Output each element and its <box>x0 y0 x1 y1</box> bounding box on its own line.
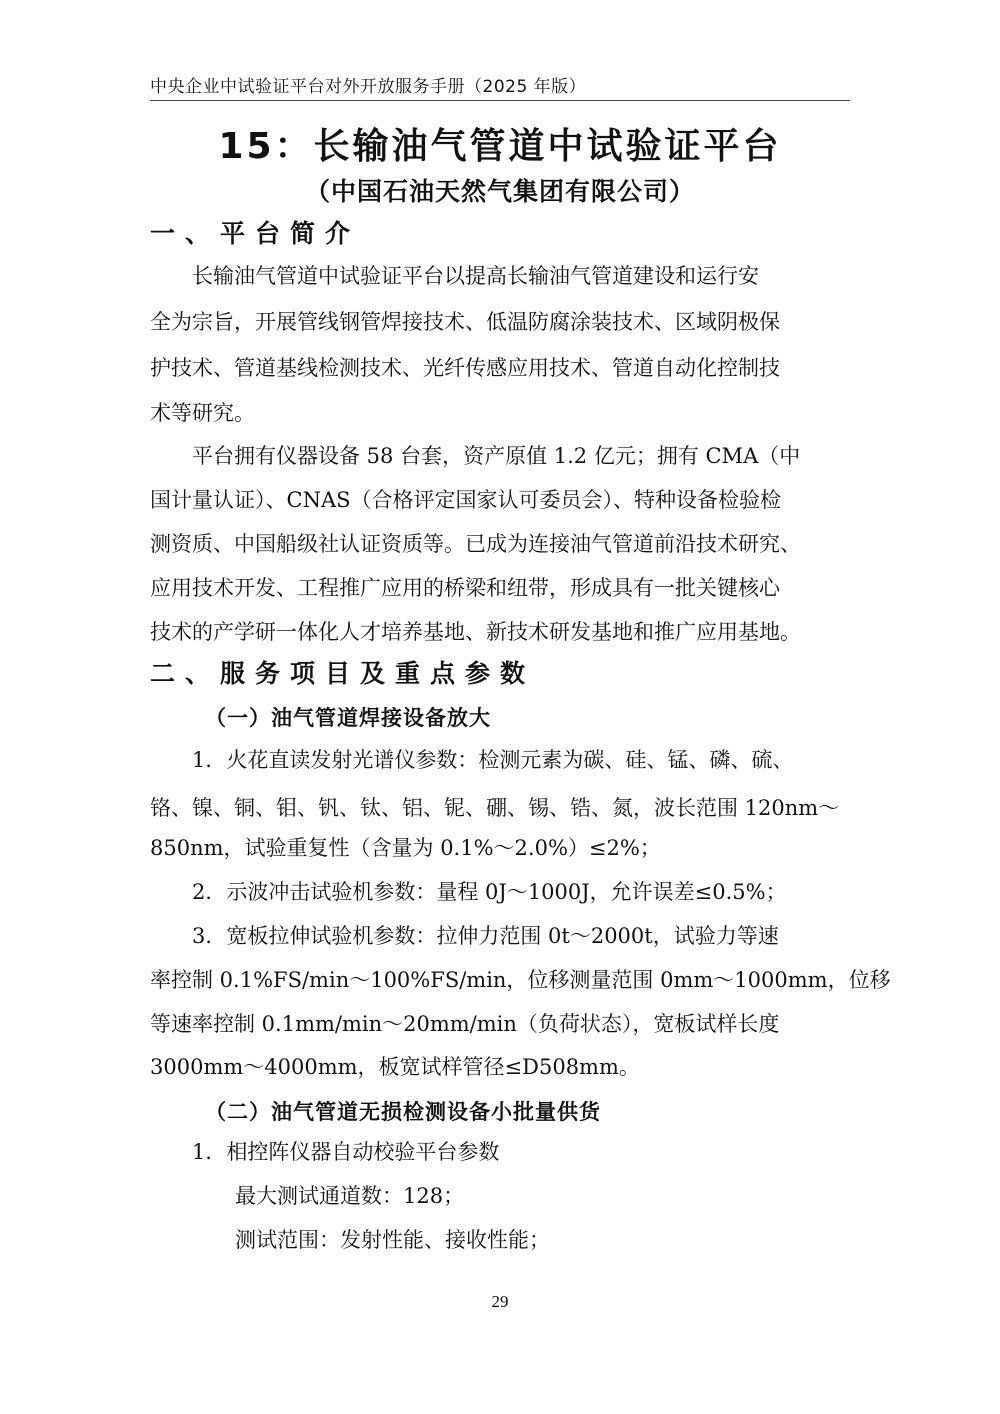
paragraph-line: 护技术、管道基线检测技术、光纤传感应用技术、管道自动化控制技 <box>150 356 780 380</box>
list-item-line: 3．宽板拉伸试验机参数：拉伸力范围 0t～2000t，试验力等速 <box>192 924 779 948</box>
page-subtitle: （中国石油天然气集团有限公司） <box>304 177 695 206</box>
paragraph-line: 应用技术开发、工程推广应用的桥梁和纽带，形成具有一批关键核心 <box>150 576 780 600</box>
list-item-line: 3000mm～4000mm，板宽试样管径≤D508mm。 <box>150 1055 640 1079</box>
paragraph-line: 测资质、中国船级社认证资质等。已成为连接油气管道前沿技术研究、 <box>150 532 801 556</box>
paragraph-line: 长输油气管道中试验证平台以提高长输油气管道建设和运行安 <box>192 264 759 288</box>
page-title: 15：长输油气管道中试验证平台 <box>218 126 782 167</box>
paragraph-line: 平台拥有仪器设备 58 台套，资产原值 1.2 亿元；拥有 CMA（中 <box>192 444 801 468</box>
subsection-heading-ndt: （二）油气管道无损检测设备小批量供货 <box>205 1100 601 1124</box>
list-item-line: 1．火花直读发射光谱仪参数：检测元素为碳、硅、锰、磷、硫、 <box>192 748 794 772</box>
running-header: 中央企业中试验证平台对外开放服务手册（2025 年版） <box>150 77 587 97</box>
section-heading-services: 二、服务项目及重点参数 <box>150 659 536 688</box>
page-number: 29 <box>491 1292 509 1311</box>
list-item-line: 铬、镍、铜、钼、钒、钛、铝、铌、硼、锡、锆、氮，波长范围 120nm～ <box>150 796 840 820</box>
list-item-line: 测试范围：发射性能、接收性能； <box>235 1228 550 1252</box>
paragraph-line: 全为宗旨，开展管线钢管焊接技术、低温防腐涂装技术、区域阴极保 <box>150 310 780 334</box>
section-heading-intro: 一、平台简介 <box>150 219 361 248</box>
list-item-line: 850nm，试验重复性（含量为 0.1%～2.0%）≤2%； <box>150 836 661 860</box>
subsection-heading-welding: （一）油气管道焊接设备放大 <box>205 706 491 730</box>
list-item-line: 最大测试通道数：128； <box>235 1184 465 1208</box>
list-item-line: 率控制 0.1%FS/min～100%FS/min，位移测量范围 0mm～1000mm，位移 <box>150 968 891 992</box>
list-item-line: 等速率控制 0.1mm/min～20mm/min（负荷状态），宽板试样长度 <box>150 1012 780 1036</box>
paragraph-line: 术等研究。 <box>150 401 255 425</box>
header-rule <box>150 100 850 101</box>
list-item-line: 2．示波冲击试验机参数：量程 0J～1000J，允许误差≤0.5%； <box>192 880 787 904</box>
paragraph-line: 国计量认证）、CNAS（合格评定国家认可委员会）、特种设备检验检 <box>150 488 781 512</box>
paragraph-line: 技术的产学研一体化人才培养基地、新技术研发基地和推广应用基地。 <box>150 620 801 644</box>
list-item-line: 1．相控阵仪器自动校验平台参数 <box>192 1140 500 1164</box>
